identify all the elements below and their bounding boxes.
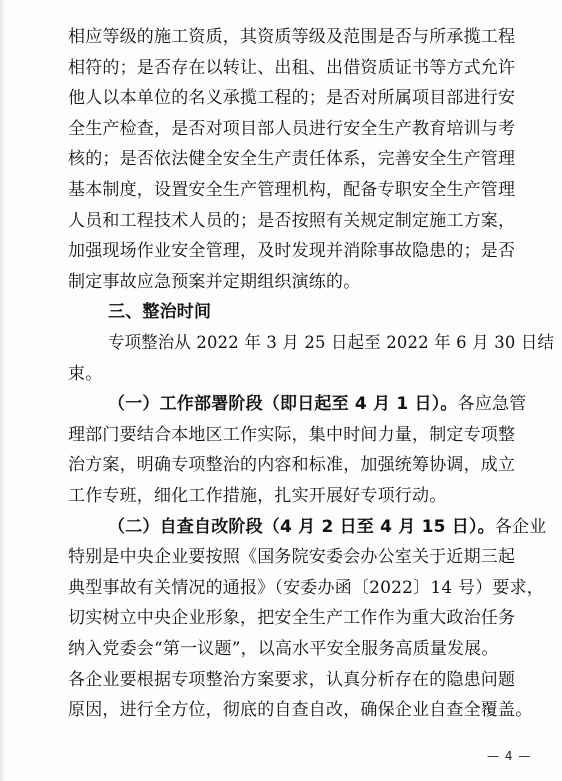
page-number: — 4 — (487, 749, 532, 763)
stage-2-line-6: 各企业要根据专项整治方案要求，认真分析存在的隐患问题 (68, 670, 516, 690)
stage-2-line-2: 特别是中央企业要按照《国务院安委会办公室关于近期三起 (68, 547, 516, 567)
paragraph-1-line-9: 制定事故应急预案并定期组织演练的。 (68, 272, 361, 292)
paragraph-1-line-8: 加强现场作业安全管理，及时发现并消除事故隐患的；是否 (68, 241, 516, 261)
paragraph-1-line-7: 人员和工程技术人员的；是否按照有关规定制定施工方案， (68, 211, 516, 231)
stage-1-title: （一）工作部署阶段（即日起至 4 月 1 日）。 (108, 394, 458, 414)
paragraph-1-line-5: 核的；是否依法健全安全生产责任体系，完善安全生产管理 (68, 149, 516, 169)
paragraph-1-line-3: 他人以本单位的名义承揽工程的；是否对所属项目部进行安 (68, 88, 516, 108)
stage-1-line-3: 治方案，明确专项整治的内容和标准，加强统筹协调，成立 (68, 455, 516, 475)
section-heading: 三、整治时间 (108, 302, 212, 322)
paragraph-1-line-6: 基本制度，设置安全生产管理机构，配备专职安全生产管理 (68, 180, 516, 200)
period-line-1: 专项整治从 2022 年 3 月 25 日起至 2022 年 6 月 30 日结 (108, 333, 555, 353)
period-line-2: 束。 (68, 364, 103, 384)
stage-2-line-3: 典型事故有关情况的通报》（安委办函〔2022〕14 号）要求， (68, 578, 544, 598)
page-edge-shadow (0, 0, 6, 781)
stage-2-first-line (108, 516, 546, 538)
stage-2-first-line-rest: 各企业 (494, 517, 547, 537)
stage-1-first-line-rest: 各应急管 (457, 394, 527, 414)
paragraph-1-line-1: 相应等级的施工资质，其资质等级及范围是否与所承揽工程 (68, 27, 516, 47)
stage-1-first-line (108, 393, 526, 415)
stage-2-line-5: 纳入党委会“第一议题”，以高水平安全服务高质量发展。 (68, 639, 499, 659)
stage-1-line-2: 理部门要结合本地区工作实际，集中时间力量，制定专项整 (68, 425, 516, 445)
paragraph-1-line-2: 相符的；是否存在以转让、出租、出借资质证书等方式允许 (68, 58, 516, 78)
stage-2-line-7: 原因，进行全方位，彻底的自查自改，确保企业自查全覆盖。 (68, 700, 533, 720)
paragraph-1-line-4: 全生产检查，是否对项目部人员进行安全生产教育培训与考 (68, 119, 516, 139)
stage-2-line-4: 切实树立中央企业形象，把安全生产工作作为重大政治任务 (68, 608, 516, 628)
stage-1-line-4: 工作专班，细化工作措施，扎实开展好专项行动。 (68, 486, 447, 506)
stage-2-title: （二）自查自改阶段（4 月 2 日至 4 月 15 日）。 (108, 517, 495, 537)
